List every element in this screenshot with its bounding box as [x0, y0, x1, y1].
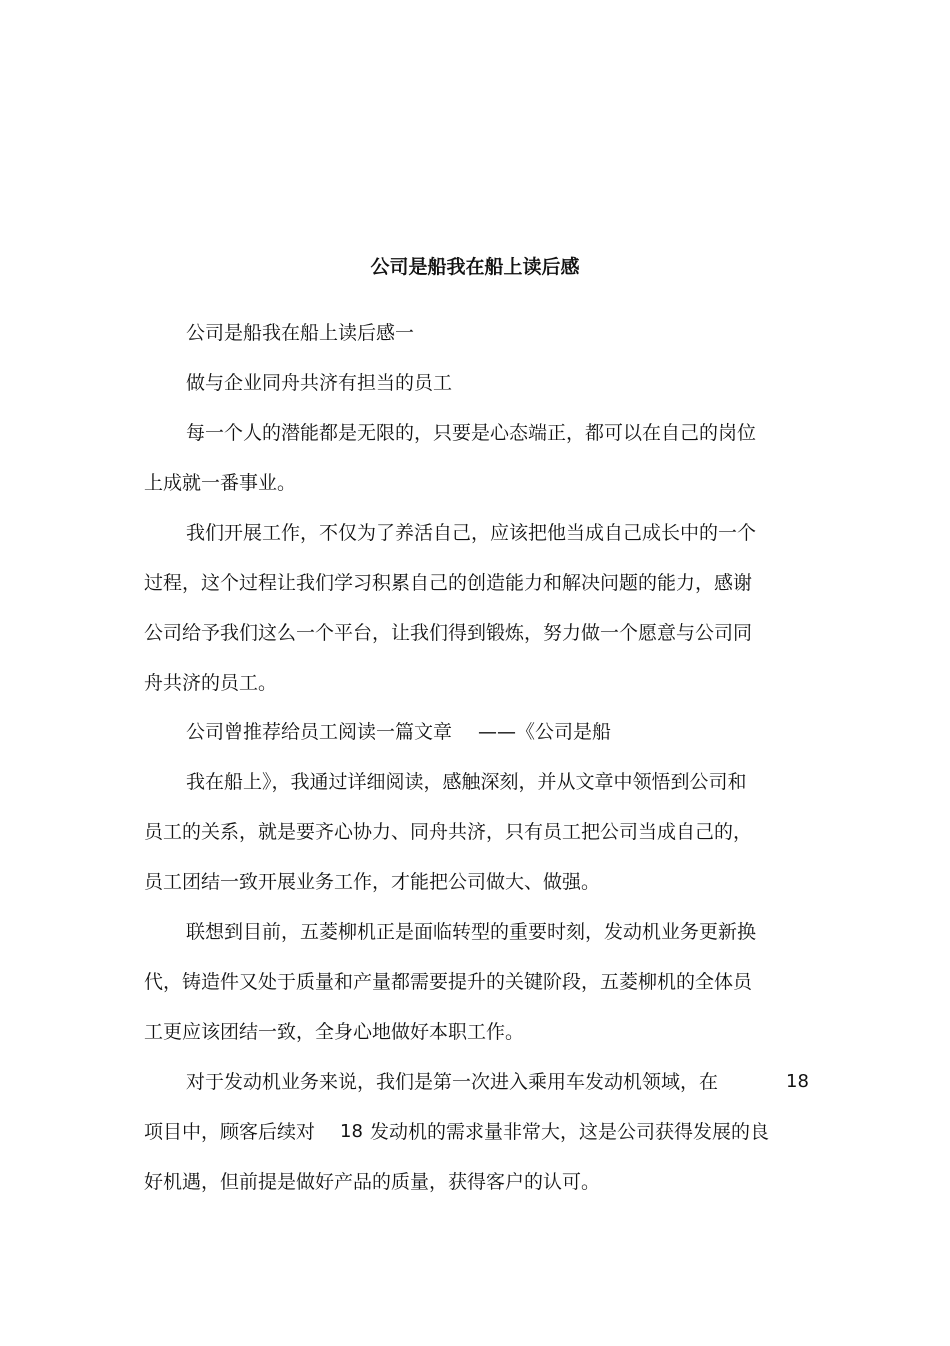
paragraph-line: 项目中，顾客后续对	[144, 1121, 316, 1143]
paragraph-line: 好机遇，但前提是做好产品的质量，获得客户的认可。	[144, 1171, 601, 1193]
paragraph-line: 对于发动机业务来说，我们是第一次进入乘用车发动机领域，在	[186, 1071, 719, 1093]
paragraph-line: 公司曾推荐给员工阅读一篇文章	[186, 721, 453, 743]
paragraph-line: 我们开展工作，不仅为了养活自己，应该把他当成自己成长中的一个	[186, 522, 757, 544]
paragraph-line: 发动机的需求量非常大，这是公司获得发展的良	[370, 1121, 770, 1143]
document-title: 公司是船我在船上读后感	[370, 256, 580, 278]
paragraph-line-quote: ——《公司是船	[478, 721, 612, 743]
paragraph-line: 代，铸造件又处于质量和产量都需要提升的关键阶段，五菱柳机的全体员	[144, 971, 753, 993]
paragraph-line: 工更应该团结一致，全身心地做好本职工作。	[144, 1021, 525, 1043]
paragraph-line: 联想到目前，五菱柳机正是面临转型的重要时刻，发动机业务更新换	[186, 921, 757, 943]
number-label: 18	[340, 1121, 363, 1142]
paragraph-line: 上成就一番事业。	[144, 472, 297, 494]
paragraph-line: 每一个人的潜能都是无限的，只要是心态端正，都可以在自己的岗位	[186, 422, 757, 444]
paragraph-line: 我在船上》，我通过详细阅读，感触深刻，并从文章中领悟到公司和	[186, 771, 747, 793]
paragraph-line: 公司给予我们这么一个平台，让我们得到锻炼，努力做一个愿意与公司同	[144, 622, 753, 644]
paragraph-line: 过程，这个过程让我们学习积累自己的创造能力和解决问题的能力，感谢	[144, 572, 753, 594]
paragraph-line: 员工的关系，就是要齐心协力、同舟共济，只有员工把公司当成自己的，	[144, 821, 753, 843]
number-label: 18	[786, 1071, 809, 1092]
subtitle: 做与企业同舟共济有担当的员工	[186, 372, 453, 394]
paragraph-line: 员工团结一致开展业务工作，才能把公司做大、做强。	[144, 871, 601, 893]
section-heading: 公司是船我在船上读后感一	[186, 322, 415, 344]
paragraph-line: 舟共济的员工。	[144, 672, 278, 694]
